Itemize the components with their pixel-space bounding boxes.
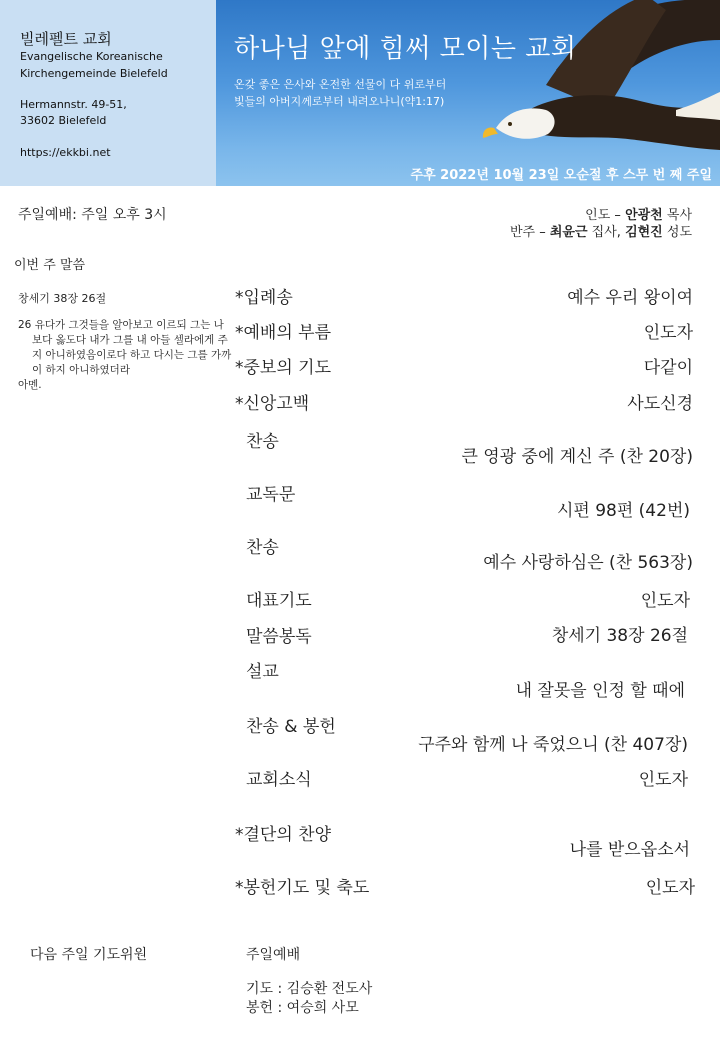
- order-value-5: 큰 영광 중에 계신 주 (찬 20장): [461, 447, 693, 467]
- banner-title: 하나님 앞에 힘써 모이는 교회: [234, 34, 577, 64]
- scripture-body: 26 유다가 그것들을 알아보고 이르되 그는 나보다 옳도다 내가 그를 내 아들 셀라에게 주지 아니하였음이로다 하고 다시는 그를 가까이 하지 아니하였더라: [18, 319, 232, 376]
- banner-verse-line-1: 온갖 좋은 은사와 온전한 선물이 다 위로부터: [234, 78, 447, 91]
- address-line-2: 33602 Bielefeld: [20, 114, 107, 127]
- order-value-7: 예수 사랑하심은 (찬 563장): [483, 553, 693, 573]
- service-time: 주일예배: 주일 오후 3시: [18, 207, 167, 223]
- church-name-en-line-2: Kirchengemeinde Bielefeld: [20, 67, 168, 80]
- order-label-11: 찬송 & 봉헌: [246, 717, 336, 737]
- church-name: 빌레펠트 교회: [20, 30, 112, 48]
- scripture-amen: 아멘.: [18, 379, 42, 391]
- accompanist-title-2: 성도: [662, 225, 692, 240]
- scripture-text: [18, 318, 232, 393]
- order-label-4: *신앙고백: [235, 394, 310, 414]
- leader-title: 목사: [662, 208, 692, 223]
- order-label-3: *중보의 기도: [235, 358, 332, 378]
- address-line-1: Hermannstr. 49-51,: [20, 98, 127, 111]
- order-label-5: 찬송: [246, 432, 279, 452]
- order-label-9: 말씀봉독: [246, 627, 312, 647]
- order-label-1: *입례송: [235, 288, 293, 308]
- leader-prefix: 인도 –: [585, 208, 626, 223]
- order-value-4: 사도신경: [627, 394, 693, 414]
- order-label-10: 설교: [246, 662, 279, 682]
- order-value-1: 예수 우리 왕이여: [567, 288, 693, 308]
- banner-date: 주후 2022년 10월 23일 오순절 후 스무 번 째 주일: [410, 168, 712, 183]
- order-label-8: 대표기도: [246, 591, 312, 611]
- order-value-6: 시편 98편 (42번): [556, 501, 690, 521]
- accompanist-title-1: 집사,: [587, 225, 626, 240]
- order-value-10: 내 잘못을 인정 할 때에: [515, 681, 685, 701]
- week-word-title: 이번 주 말씀: [14, 258, 86, 273]
- order-value-3: 다같이: [643, 358, 693, 378]
- order-label-14: *봉헌기도 및 축도: [235, 878, 370, 898]
- order-label-2: *예배의 부름: [235, 323, 332, 343]
- scripture-reference: 창세기 38장 26절: [18, 292, 107, 305]
- website-link[interactable]: https://ekkbi.net: [20, 146, 111, 159]
- order-value-14: 인도자: [645, 878, 695, 898]
- banner-verse-line-2: 빛들의 아버지께로부터 내려오나니(약1:17): [234, 95, 445, 108]
- order-label-13: *결단의 찬양: [235, 825, 332, 845]
- footer-offering: 봉헌 : 여승희 사모: [246, 1000, 359, 1016]
- next-week-prayer-title: 다음 주일 기도위원: [30, 947, 148, 963]
- church-info-panel: [0, 0, 216, 186]
- order-value-13: 나를 받으옵소서: [569, 840, 690, 860]
- accompanist-name-1: 최윤근: [549, 225, 588, 240]
- order-value-8: 인도자: [640, 591, 690, 611]
- order-value-11: 구주와 함께 나 죽었으니 (찬 407장): [418, 735, 688, 755]
- order-value-2: 인도자: [643, 323, 693, 343]
- order-label-6: 교독문: [246, 485, 296, 505]
- order-label-12: 교회소식: [246, 770, 312, 790]
- accompanist-line: [510, 221, 692, 240]
- accompanist-name-2: 김현진: [625, 225, 663, 240]
- banner: [216, 0, 720, 186]
- footer-service-label: 주일예배: [246, 947, 301, 963]
- church-name-en-line-1: Evangelische Koreanische: [20, 50, 163, 63]
- order-value-12: 인도자: [638, 770, 688, 790]
- accompanist-prefix: 반주 –: [509, 225, 550, 240]
- order-value-9: 창세기 38장 26절: [551, 626, 688, 646]
- leader-name: 안광천: [625, 208, 663, 223]
- order-label-7: 찬송: [246, 538, 279, 558]
- footer-prayer: 기도 : 김승환 전도사: [246, 981, 373, 997]
